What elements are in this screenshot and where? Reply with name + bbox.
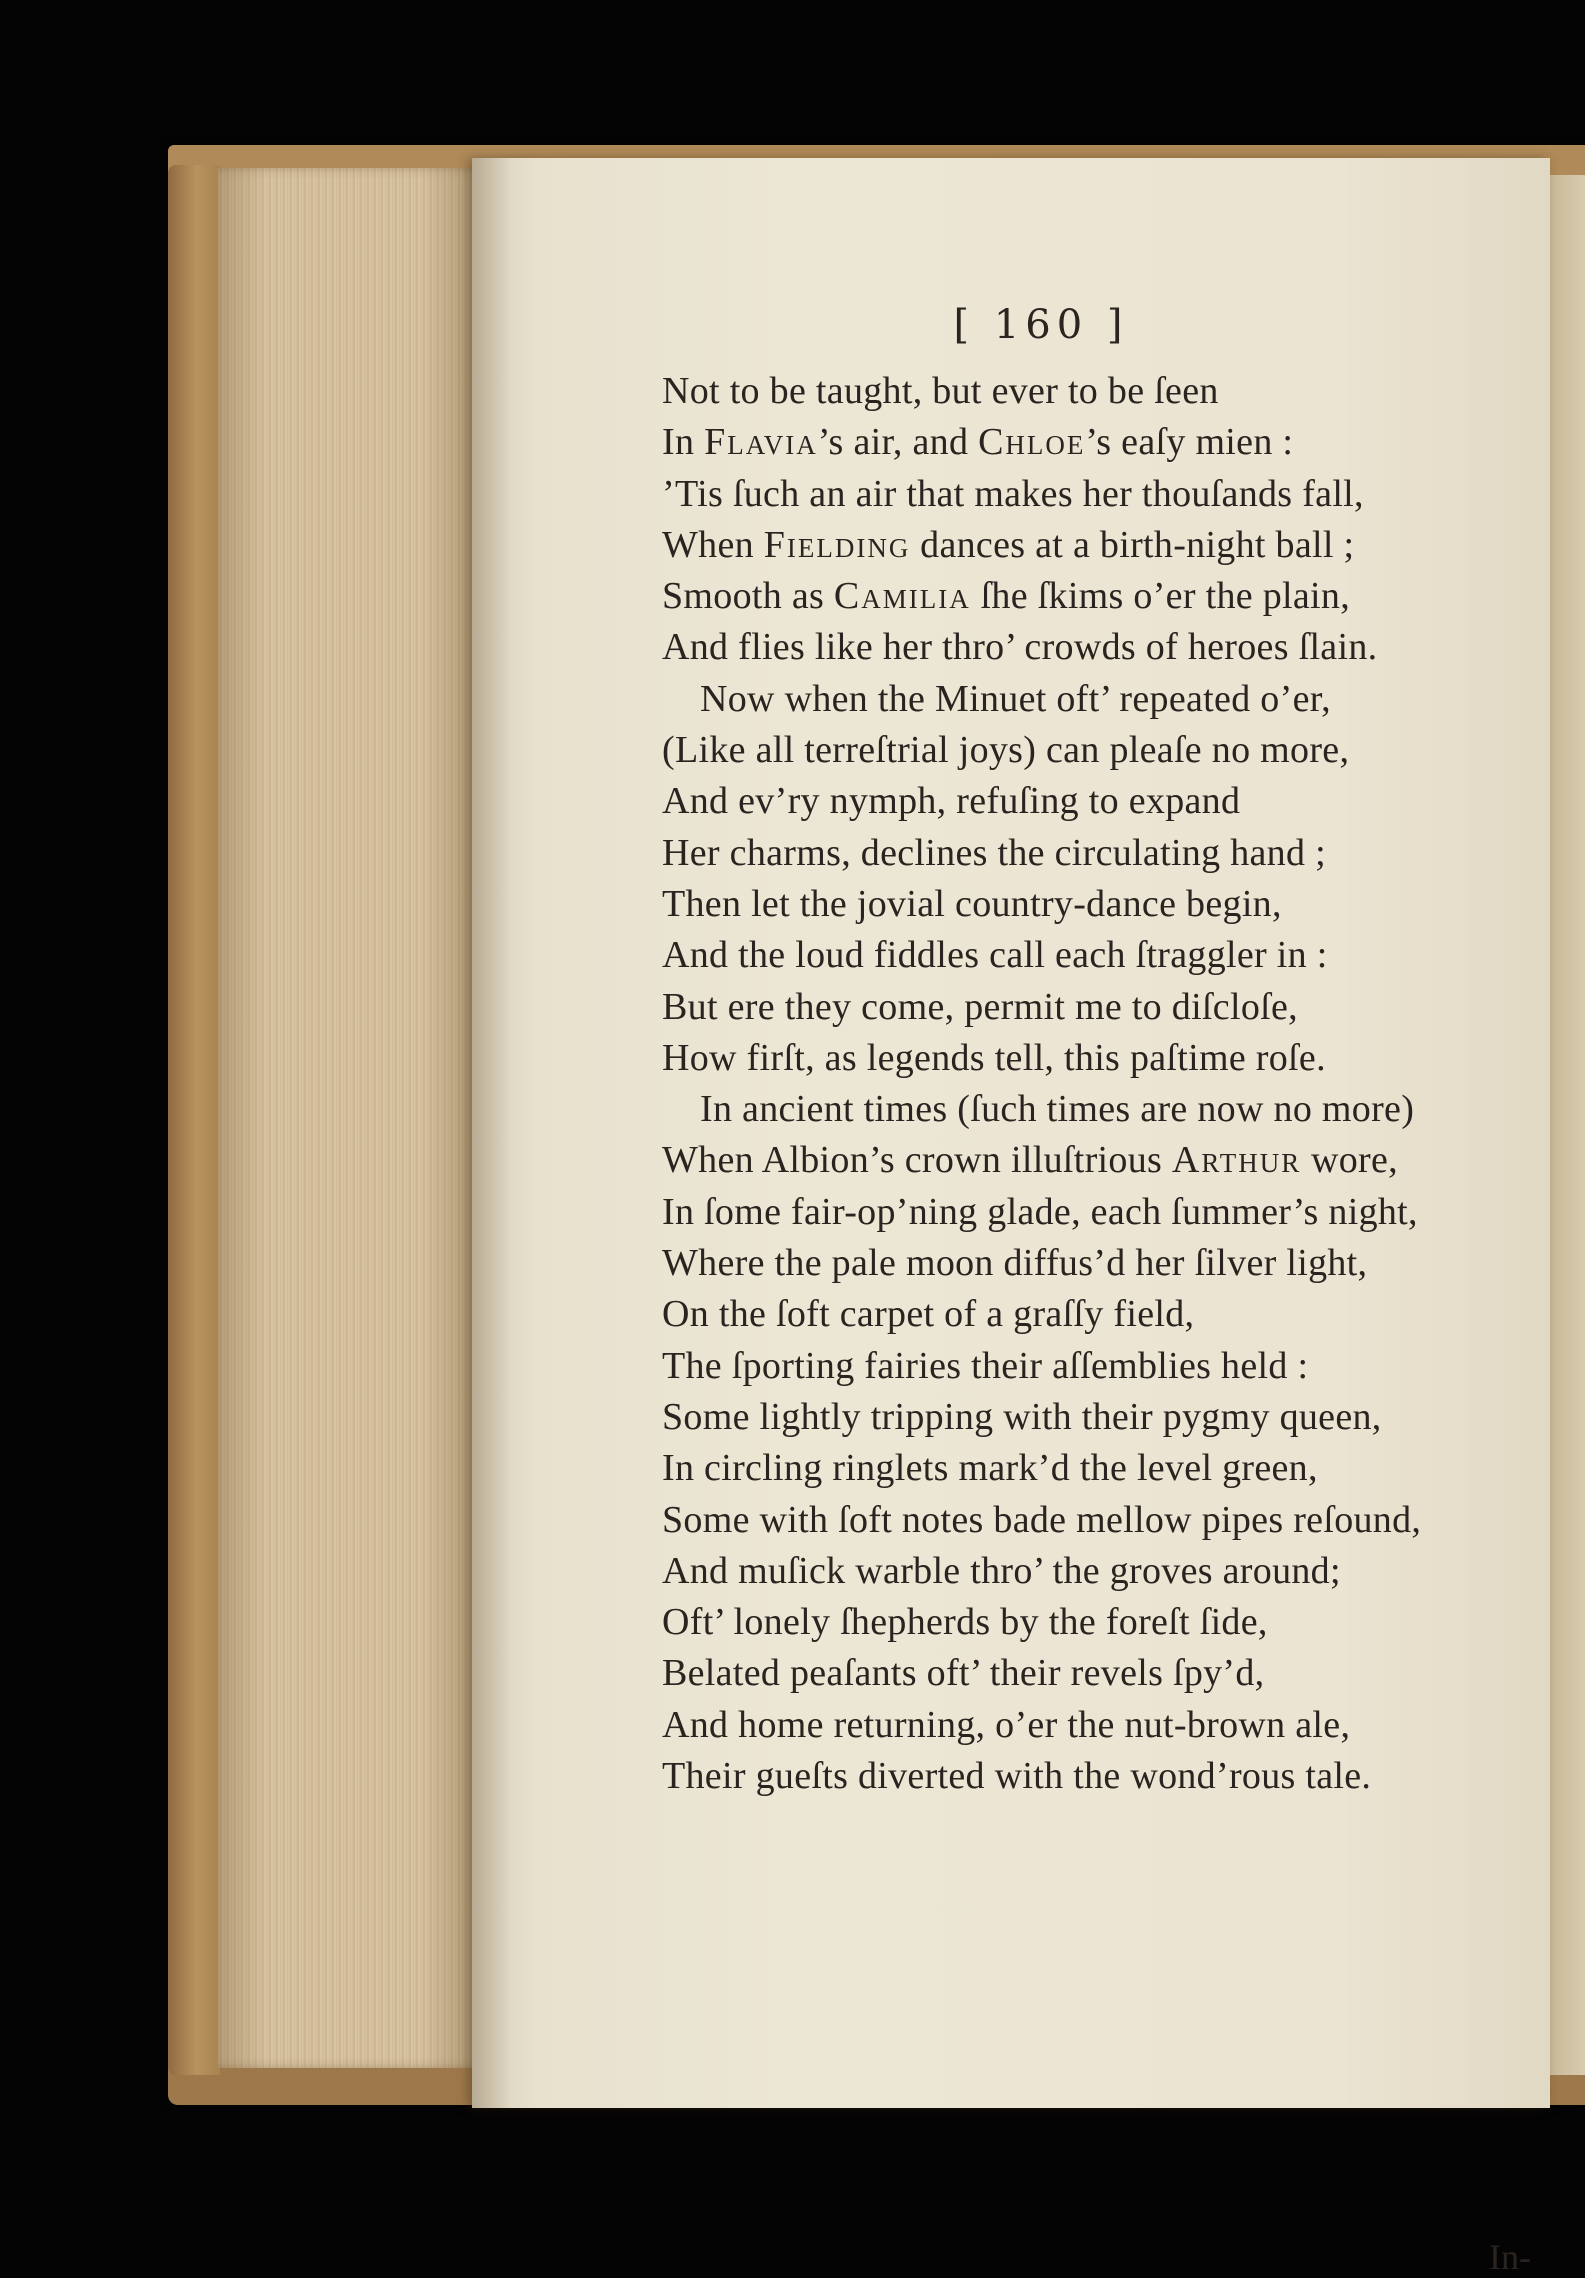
line-text: ’s air, and bbox=[817, 421, 979, 464]
poem-line bbox=[662, 879, 1421, 930]
line-text: ’Tis ſuch an air that makes her thouſands fall, bbox=[662, 472, 1364, 515]
line-text: In bbox=[662, 421, 705, 464]
line-text: (Like all terreſtrial joys) can pleaſe no more, bbox=[662, 729, 1350, 772]
line-text: Some with ſoft notes bade mellow pipes reſound, bbox=[662, 1498, 1422, 1541]
line-text: Now when the Minuet oft’ repeated o’er, bbox=[700, 677, 1331, 720]
poem-line bbox=[662, 1443, 1421, 1494]
poem-line bbox=[662, 776, 1421, 827]
line-text: Their gueſts diverted with the wond’rous tale. bbox=[662, 1755, 1372, 1798]
catchword: In- bbox=[1489, 2237, 1531, 2277]
poem-line bbox=[662, 725, 1421, 776]
line-text: Some lightly tripping with their pygmy queen, bbox=[662, 1395, 1382, 1438]
line-text: And flies like her thro’ crowds of heroes ſlain. bbox=[662, 626, 1378, 669]
line-text: How firſt, as legends tell, this paſtime roſe. bbox=[662, 1036, 1326, 1079]
line-text: Smooth as bbox=[662, 575, 834, 618]
poem-line bbox=[662, 1495, 1421, 1546]
printed-page bbox=[472, 158, 1550, 2277]
poem-line bbox=[662, 1033, 1421, 1084]
line-text: ſhe ſkims o’er the plain, bbox=[970, 575, 1350, 618]
poem-line bbox=[662, 1135, 1421, 1186]
poem-line bbox=[662, 982, 1421, 1033]
line-text: But ere they come, permit me to diſcloſe, bbox=[662, 985, 1298, 1028]
line-text: And home returning, o’er the nut-brown ale, bbox=[662, 1703, 1351, 1746]
line-text: In ancient times (ſuch times are now no more) bbox=[700, 1088, 1415, 1131]
poem-line bbox=[662, 1700, 1421, 1751]
poem-line bbox=[662, 571, 1421, 622]
small-caps-name: Camilia bbox=[833, 575, 971, 618]
facing-page-strip bbox=[1550, 175, 1585, 2075]
poem-line bbox=[662, 1597, 1421, 1648]
poem-line bbox=[662, 520, 1421, 571]
line-text: The ſporting fairies their aſſemblies held : bbox=[662, 1344, 1309, 1387]
poem-line bbox=[662, 622, 1421, 673]
poem-line bbox=[662, 1084, 1421, 1135]
line-text: On the ſoft carpet of a graſſy field, bbox=[662, 1293, 1195, 1336]
small-caps-name: Flavia bbox=[704, 421, 818, 464]
line-text: ’s eaſy mien : bbox=[1085, 421, 1294, 464]
page-fore-edge bbox=[218, 168, 490, 2068]
line-text: When Albion’s crown illuſtrious bbox=[662, 1139, 1172, 1182]
poem-text bbox=[662, 366, 1421, 1802]
line-text: When bbox=[662, 523, 764, 566]
line-text: Not to be taught, but ever to be ſeen bbox=[662, 370, 1219, 412]
poem-line bbox=[662, 1238, 1421, 1289]
poem-line bbox=[662, 366, 1421, 417]
page-number-header: [ 160 ] bbox=[953, 302, 1129, 348]
small-caps-name: Fielding bbox=[763, 523, 911, 566]
line-text: Her charms, declines the circulating hand ; bbox=[662, 831, 1326, 874]
poem-line bbox=[662, 1546, 1421, 1597]
poem-line bbox=[662, 417, 1421, 468]
poem-line bbox=[662, 1289, 1421, 1340]
poem-line bbox=[662, 1648, 1421, 1699]
book-spine-edge bbox=[168, 165, 220, 2075]
poem-line bbox=[662, 930, 1421, 981]
line-text: And muſick warble thro’ the groves around; bbox=[662, 1549, 1341, 1592]
line-text: Oft’ lonely ſhepherds by the foreſt ſide, bbox=[662, 1601, 1268, 1644]
poem-line bbox=[662, 469, 1421, 520]
poem-line bbox=[662, 1392, 1421, 1443]
line-text: dances at a birth-night ball ; bbox=[910, 523, 1355, 566]
line-text: In ſome fair-op’ning glade, each ſummer’s night, bbox=[662, 1190, 1418, 1233]
line-text: And ev’ry nymph, refuſing to expand bbox=[662, 780, 1241, 823]
line-text: Belated peaſants oft’ their revels ſpy’d, bbox=[662, 1652, 1265, 1695]
poem-line bbox=[662, 1341, 1421, 1392]
line-text: In circling ringlets mark’d the level green, bbox=[662, 1447, 1318, 1490]
poem-line bbox=[662, 674, 1421, 725]
line-text: wore, bbox=[1301, 1139, 1398, 1182]
line-text: Then let the jovial country-dance begin, bbox=[662, 882, 1282, 925]
small-caps-name: Chloe bbox=[978, 421, 1086, 464]
line-text: And the loud fiddles call each ſtraggler in : bbox=[662, 934, 1328, 977]
line-text: Where the pale moon diffus’d her ſilver light, bbox=[662, 1242, 1368, 1285]
poem-line bbox=[662, 1751, 1421, 1802]
poem-line bbox=[662, 1187, 1421, 1238]
poem-line bbox=[662, 828, 1421, 879]
small-caps-name: Arthur bbox=[1171, 1139, 1302, 1182]
